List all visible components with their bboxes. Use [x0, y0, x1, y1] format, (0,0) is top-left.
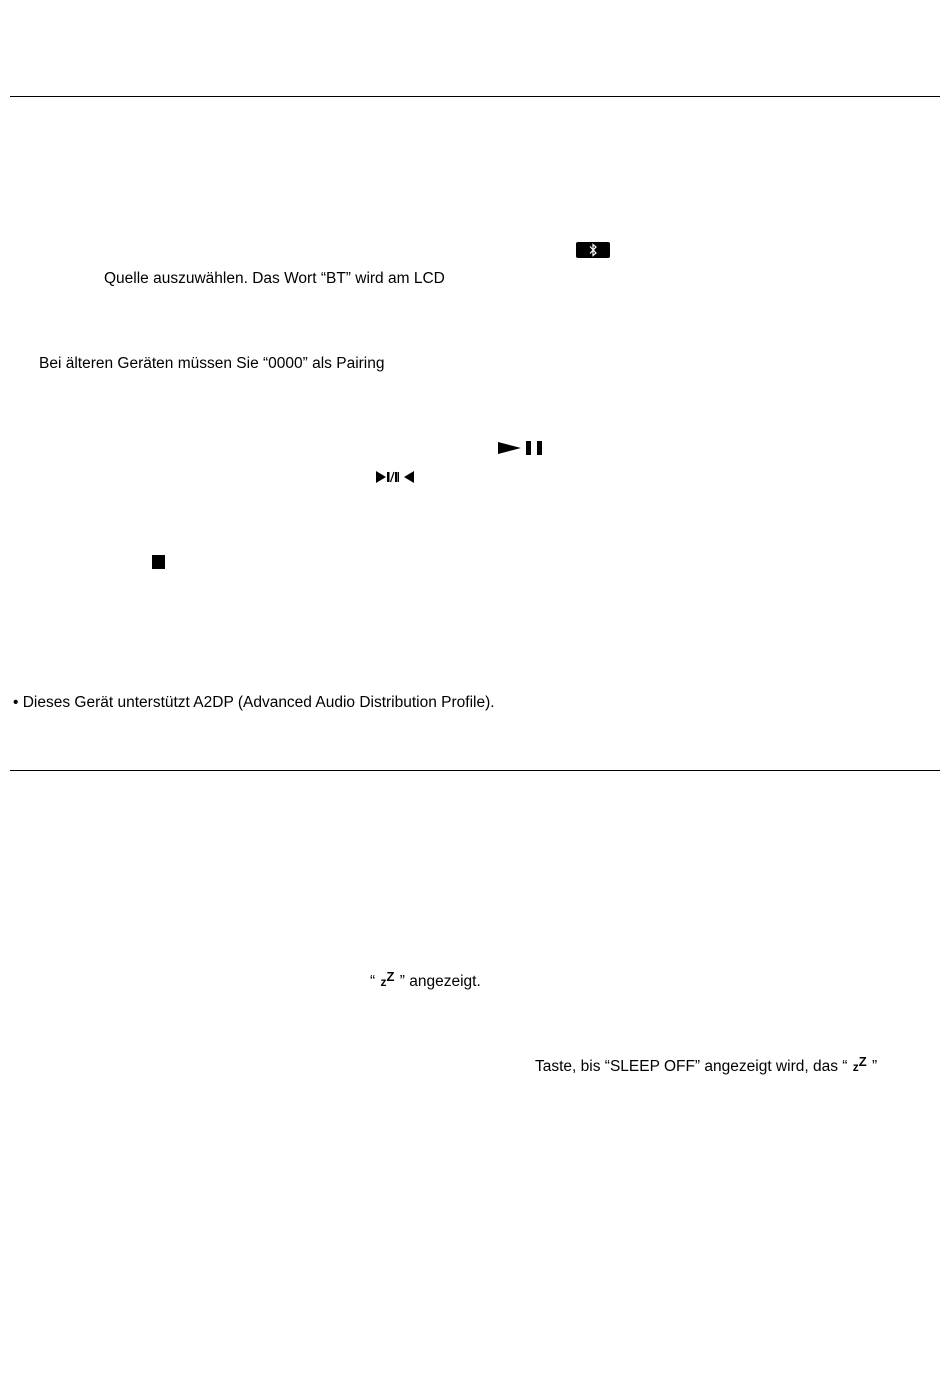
close-quote: ” [872, 1058, 878, 1075]
source-select-text: Quelle auszuwählen. Das Wort “BT” wird am LCD [104, 270, 445, 287]
sleep-off-label: Taste, bis “SLEEP OFF” angezeigt wird, das “ [535, 1058, 848, 1075]
section-divider-top [10, 96, 940, 97]
bluetooth-icon [576, 242, 610, 258]
pairing-code-text: Bei älteren Geräten müssen Sie “0000” als Pairing [39, 355, 385, 372]
sleep-off-text [535, 1054, 878, 1076]
sleep-zz-icon: zZ [380, 969, 395, 989]
stop-icon [152, 555, 165, 569]
a2dp-note: • Dieses Gerät unterstützt A2DP (Advanced Audio Distribution Profile). [13, 694, 495, 711]
sleep-shown-text [370, 969, 481, 991]
section-divider-middle [10, 770, 940, 771]
play-pause-skip-icon [376, 471, 414, 483]
sleep-shown-label: ” angezeigt. [399, 973, 481, 990]
play-pause-icon [498, 440, 546, 456]
sleep-zz-icon: zZ [852, 1054, 867, 1074]
open-quote: “ [370, 973, 376, 990]
